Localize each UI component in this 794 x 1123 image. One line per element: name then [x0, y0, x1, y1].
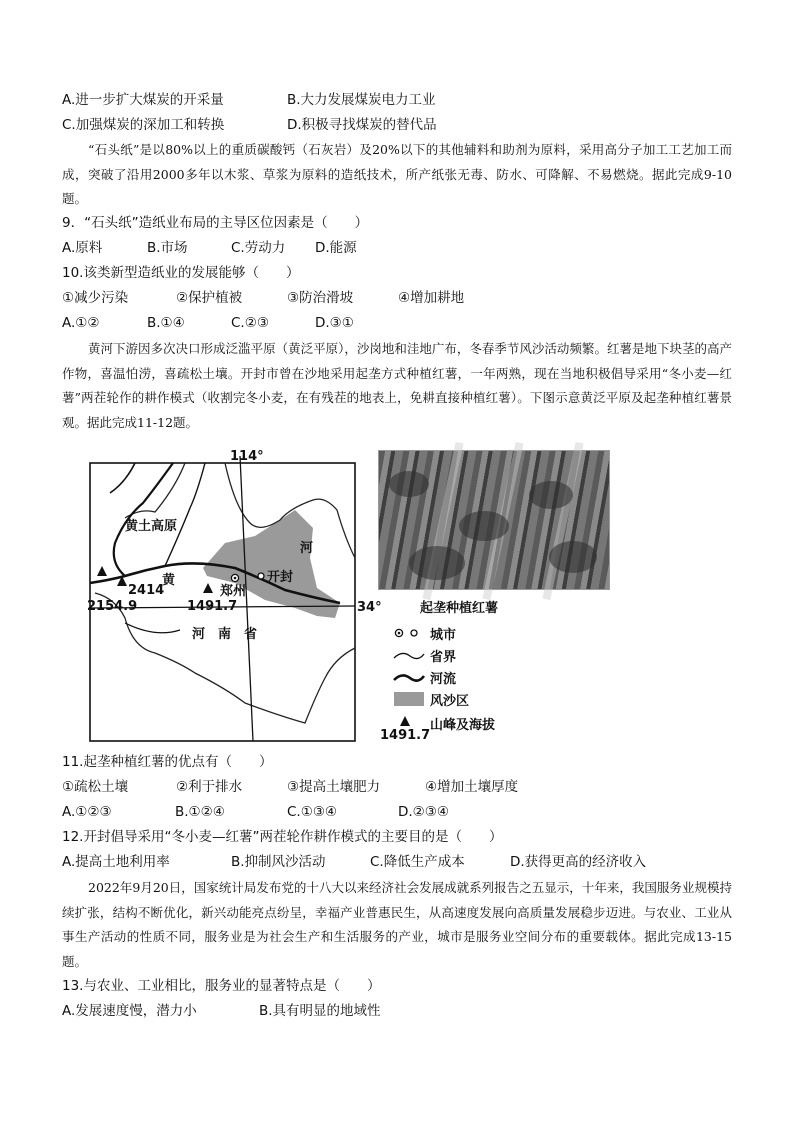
- intro-9-10-text: “石头纸”是以80%以上的重质碳酸钙（石灰岩）及20%以下的其他辅料和助剂为原料，采用高分子加工工艺加工而成，突破了沿用2000多年以木浆、草浆为原料的造纸技术，所产纸张无毒、防水、可降解、不易燃烧。据此完成9-10题。: [62, 142, 732, 206]
- q10-option-d: D.③①: [315, 315, 354, 331]
- q12-option-c: C.降低生产成本: [370, 854, 465, 870]
- legend-city-dot: [398, 632, 401, 635]
- q11-option-d: D.②③④: [398, 804, 449, 820]
- legend-peak-symbol: [400, 716, 410, 726]
- legend-peak-label: 山峰及海拔: [430, 718, 496, 733]
- q13-stem: 13.与农业、工业相比，服务业的显著特点是（ ）: [62, 978, 381, 994]
- q8-option-a: A.进一步扩大煤炭的开采量: [62, 92, 224, 108]
- q8-option-c: C.加强煤炭的深加工和转换: [62, 117, 225, 133]
- city-zhengzhou-dot: [234, 577, 237, 580]
- intro-13-15-text: 2022年9月20日，国家统计局发布党的十八大以来经济社会发展成就系列报告之五显示，十年来，我国服务业规模持续扩张，结构不断优化，新兴动能亮点纷呈，幸福产业普惠民生，从高速度发展向高质量发展稳步迈进。与农业、工业从事生产活动的性质不同，服务业是为社会生产和生活服务的产业，城市是服务业空间分布的重要载体。据此完成13-15题。: [62, 880, 732, 969]
- city-kaifeng-label: 开封: [267, 570, 294, 585]
- q11-statement-1: ①疏松土壤: [62, 779, 129, 795]
- q11-option-b: B.①②④: [175, 804, 225, 820]
- legend-city-label: 城市: [430, 628, 457, 643]
- q9-option-d: D.能源: [315, 240, 357, 256]
- peak-label-2: 2414: [128, 583, 165, 598]
- q12-option-a: A.提高土地利用率: [62, 854, 170, 870]
- q8-option-d: D.积极寻找煤炭的替代品: [287, 117, 437, 133]
- q11-stem: 11.起垄种植红薯的优点有（ ）: [62, 754, 273, 770]
- legend-border-label: 省界: [430, 650, 457, 665]
- lon-label: 114°: [230, 449, 264, 464]
- yellow-river-plain-map: [85, 448, 382, 743]
- legend-sand-label: 风沙区: [430, 694, 470, 709]
- q9-option-a: A.原料: [62, 240, 103, 256]
- legend-river-label: 河流: [430, 672, 457, 687]
- q10-statement-2: ②保护植被: [176, 290, 243, 306]
- q13-option-a: A.发展速度慢，潜力小: [62, 1003, 197, 1019]
- q12-stem: 12.开封倡导采用“冬小麦—红薯”两茬轮作耕作模式的主要目的是（ ）: [62, 829, 503, 845]
- q9-option-c: C.劳动力: [231, 240, 286, 256]
- intro-11-12-text: 黄河下游因多次决口形成泛滥平原（黄泛平原），沙岗地和洼地广布，冬春季节风沙活动频繁。红薯是地下块茎的高产作物，喜温怕涝，喜疏松土壤。开封市曾在沙地采用起垄方式种植红薯，一年两熟，现在当地积极倡导采用“冬小麦—红薯”两茬轮作的耕作模式（收割完冬小麦，在有残茬的地表上，免耕直接种植红薯）。下图示意黄泛平原及起垄种植红薯景观。据此完成11-12题。: [62, 341, 732, 430]
- province-label: 河 南 省: [192, 627, 258, 642]
- q11-statement-2: ②利于排水: [176, 779, 243, 795]
- loess-plateau-label: 黄土高原: [125, 519, 178, 534]
- peak-label-3: 1491.7: [187, 599, 238, 614]
- river-label-2: 河: [300, 541, 314, 556]
- q10-option-b: B.①④: [147, 315, 185, 331]
- q10-option-c: C.②③: [231, 315, 269, 331]
- q10-option-a: A.①②: [62, 315, 100, 331]
- q9-stem: 9．“石头纸”造纸业布局的主导区位因素是（ ）: [62, 215, 369, 231]
- photo-caption: 起垄种植红薯: [420, 601, 499, 616]
- q11-option-a: A.①②③: [62, 804, 112, 820]
- q11-statement-3: ③提高土壤肥力: [287, 779, 381, 795]
- city-zhengzhou-label: 郑州: [220, 584, 247, 599]
- q9-option-b: B.市场: [147, 240, 188, 256]
- legend-city-symbol-2: [411, 630, 417, 636]
- intro-13-15: [62, 876, 732, 974]
- legend-symbols: [392, 622, 428, 740]
- q13-option-b: B.具有明显的地域性: [259, 1003, 381, 1019]
- lat-label: 34°: [357, 600, 382, 615]
- peak-label-1: 2154.9: [87, 599, 138, 614]
- river-label-1: 黄: [162, 573, 176, 588]
- q10-statement-4: ④增加耕地: [398, 290, 465, 306]
- q10-statement-3: ③防治滑坡: [287, 290, 354, 306]
- legend-sand-symbol: [394, 692, 424, 706]
- q12-option-b: B.抑制风沙活动: [231, 854, 326, 870]
- city-kaifeng-symbol: [258, 573, 264, 579]
- legend-river-symbol: [394, 675, 424, 680]
- q8-option-b: B.大力发展煤炭电力工业: [287, 92, 436, 108]
- legend-peak-value: 1491.7: [380, 728, 431, 743]
- q10-statement-1: ①减少污染: [62, 290, 129, 306]
- q12-option-d: D.获得更高的经济收入: [510, 854, 647, 870]
- intro-9-10: [62, 138, 732, 212]
- legend-border-symbol: [394, 653, 424, 658]
- q11-option-c: C.①③④: [287, 804, 338, 820]
- q10-stem: 10.该类新型造纸业的发展能够（ ）: [62, 265, 300, 281]
- sweet-potato-ridge-photo: [378, 450, 610, 590]
- intro-11-12: [62, 337, 732, 435]
- q11-statement-4: ④增加土壤厚度: [425, 779, 519, 795]
